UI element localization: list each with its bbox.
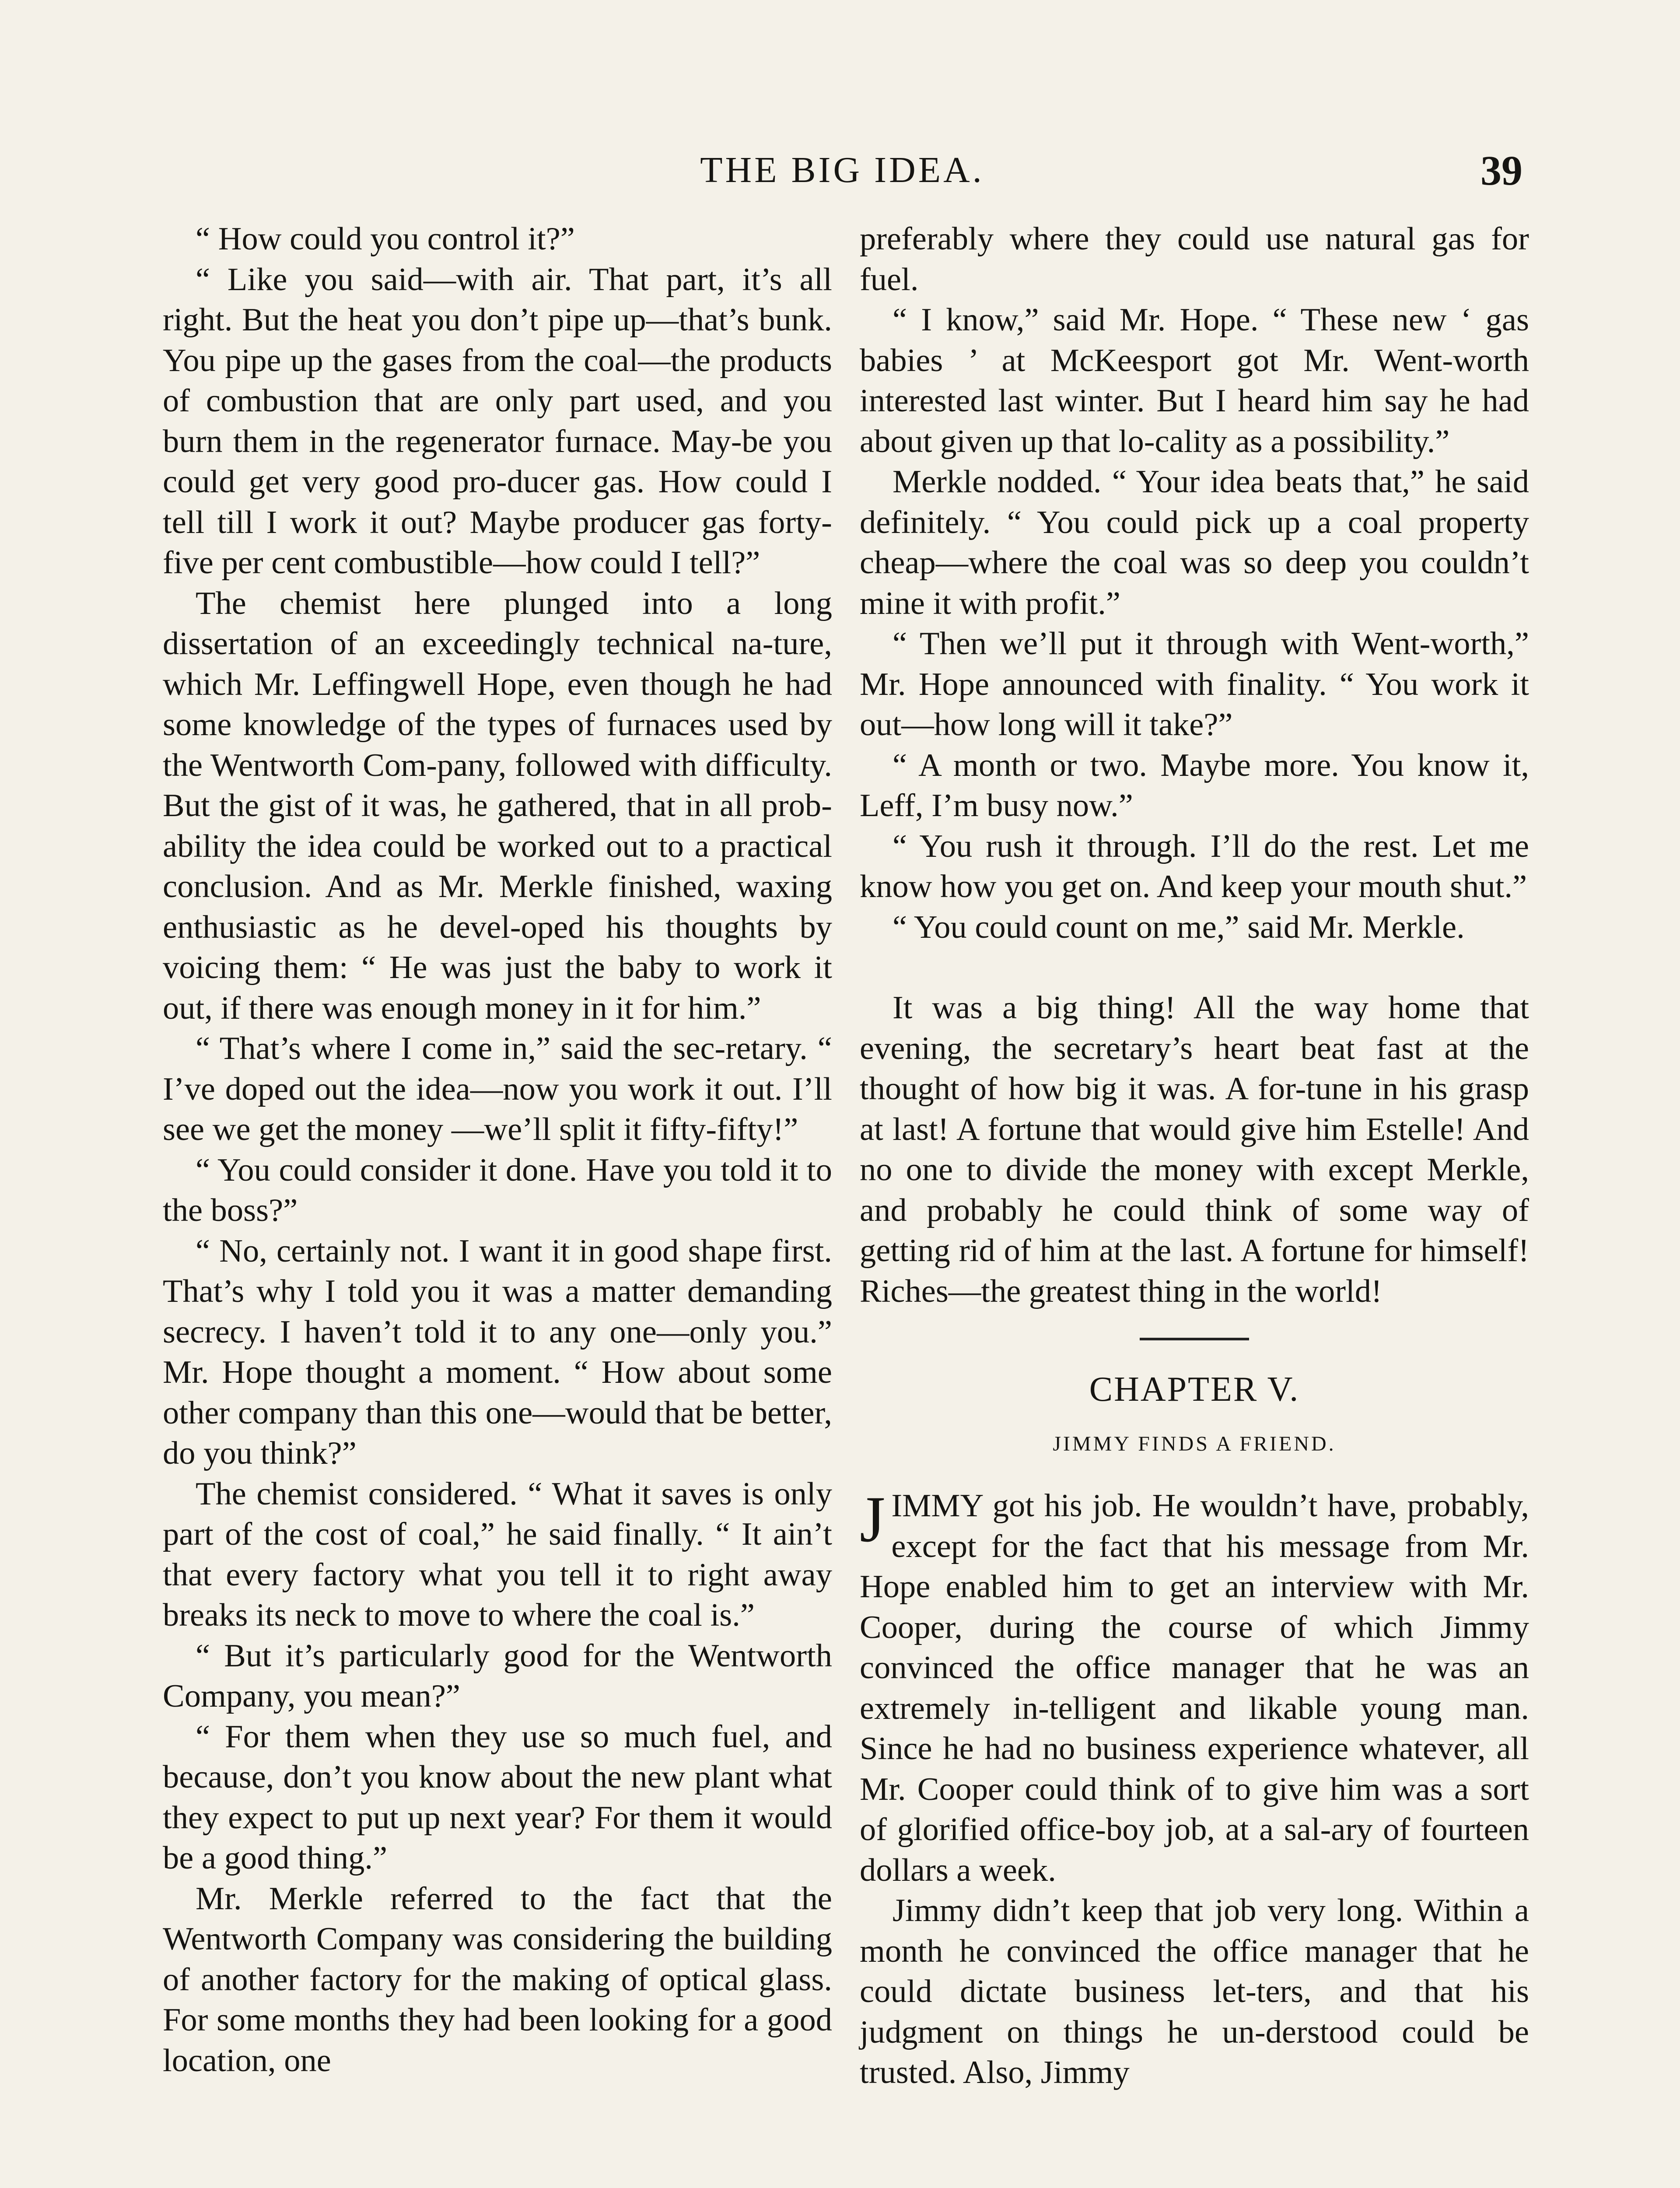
paragraph: “ No, certainly not. I want it in good shape first. That’s why I told you it was a matter demanding secrecy. I haven’t told it to any one—only you.” Mr. Hope thought a moment. “ How about some other company than this one—would that be better, do you think?” xyxy=(163,1233,832,1471)
paragraph: “ Like you said—with air. That part, it’s all right. But the heat you don’t pipe up—that’s bunk. You pipe up the gases from the coal—the products of combustion that are only part used, and you burn them in the regenerator furnace. May-be you could get very good pro-ducer gas. How could I tell till I work it out? Maybe producer gas forty-five per cent combustible—how could I tell?” xyxy=(163,261,832,581)
page-number: 39 xyxy=(1480,147,1522,194)
paragraph: “ You could count on me,” said Mr. Merkle. xyxy=(892,909,1465,945)
paragraph: It was a big thing! All the way home that evening, the secretary’s heart beat fast at the thought of how big it was. A for-tune in his grasp at last! A fortune that would give him Estelle! And no one to divide the money with except Merkle, and probably he could think of some way of getting rid of him at the last. A fortune for himself! Riches—the greatest thing in the world! xyxy=(860,990,1529,1309)
running-title: THE BIG IDEA. xyxy=(700,150,984,190)
paragraph: “ That’s where I come in,” said the sec-retary. “ I’ve doped out the idea—now you work it out. I’ll see we get the money —we’ll split it fifty-fifty!” xyxy=(163,1031,832,1147)
running-head xyxy=(162,144,1522,197)
right-column xyxy=(860,219,1529,2093)
chapter-opening-paragraph xyxy=(860,1483,1529,1890)
paragraph: The chemist considered. “ What it saves is only part of the cost of coal,” he said finally. “ It ain’t that every factory what you tell it to right away breaks its neck to move to where the coal is.” xyxy=(163,1476,832,1633)
paragraph-text: IMMY got his job. He wouldn’t have, probably, except for the fact that his message from Mr. Hope enabled him to get an interview with Mr. Cooper, during the course of which Jimmy convinced the office manager that he was an extremely in-telligent and likable young man. Since he had no business experience whatever, all Mr. Cooper could think of to give him was a sort of glorified office-boy job, at a sal-ary of fourteen dollars a week. xyxy=(860,1488,1529,1888)
section-rule xyxy=(1140,1338,1249,1340)
paragraph: “ Then we’ll put it through with Went-worth,” Mr. Hope announced with finality. “ You work it out—how long will it take?” xyxy=(860,626,1529,743)
chapter-subtitle: JIMMY FINDS A FRIEND. xyxy=(1053,1432,1336,1455)
paragraph: preferably where they could use natural gas for fuel. xyxy=(860,221,1529,298)
paragraph: Jimmy didn’t keep that job very long. Within a month he convinced the office manager that he could dictate business let-ters, and that his judgment on things he un-derstood could be trusted. Also, Jimmy xyxy=(860,1893,1529,2090)
section-break xyxy=(860,947,1529,988)
paragraph: “ I know,” said Mr. Hope. “ These new ‘ gas babies ’ at McKeesport got Mr. Went-worth interested last winter. But I heard him say he had about given up that lo-cality as a possibility.” xyxy=(860,302,1529,459)
paragraph: “ But it’s particularly good for the Wentworth Company, you mean?” xyxy=(163,1637,832,1714)
paragraph: “ You could consider it done. Have you told it to the boss?” xyxy=(163,1152,832,1228)
paragraph: The chemist here plunged into a long dissertation of an exceedingly technical na-ture, which Mr. Leffingwell Hope, even though he had some knowledge of the types of furnaces used by the Wentworth Com-pany, followed with difficulty. But the gist of it was, he gathered, that in all prob-ability the idea could be worked out to a practical conclusion. And as Mr. Merkle finished, waxing enthusiastic as he devel-oped his thoughts by voicing them: “ He was just the baby to work it out, if there was enough money in it for him.” xyxy=(163,585,832,1026)
chapter-title: CHAPTER V. xyxy=(1089,1370,1300,1409)
paragraph: Merkle nodded. “ Your idea beats that,” he said definitely. “ You could pick up a coal property cheap—where the coal was so deep you couldn’t mine it with profit.” xyxy=(860,464,1529,621)
paragraph: “ For them when they use so much fuel, and because, don’t you know about the new plant what they expect to put up next year? For them it would be a good thing.” xyxy=(163,1718,832,1876)
paragraph: “ A month or two. Maybe more. You know it, Leff, I’m busy now.” xyxy=(860,747,1529,824)
drop-cap: J xyxy=(860,1483,886,1556)
paragraph: Mr. Merkle referred to the fact that the Wentworth Company was considering the building of another factory for the making of optical glass. For some months they had been looking for a good location, one xyxy=(163,1880,832,2079)
paragraph: “ You rush it through. I’ll do the rest. Let me know how you get on. And keep your mouth shut.” xyxy=(860,828,1529,905)
paragraph: “ How could you control it?” xyxy=(196,221,575,257)
left-column xyxy=(163,219,832,2081)
